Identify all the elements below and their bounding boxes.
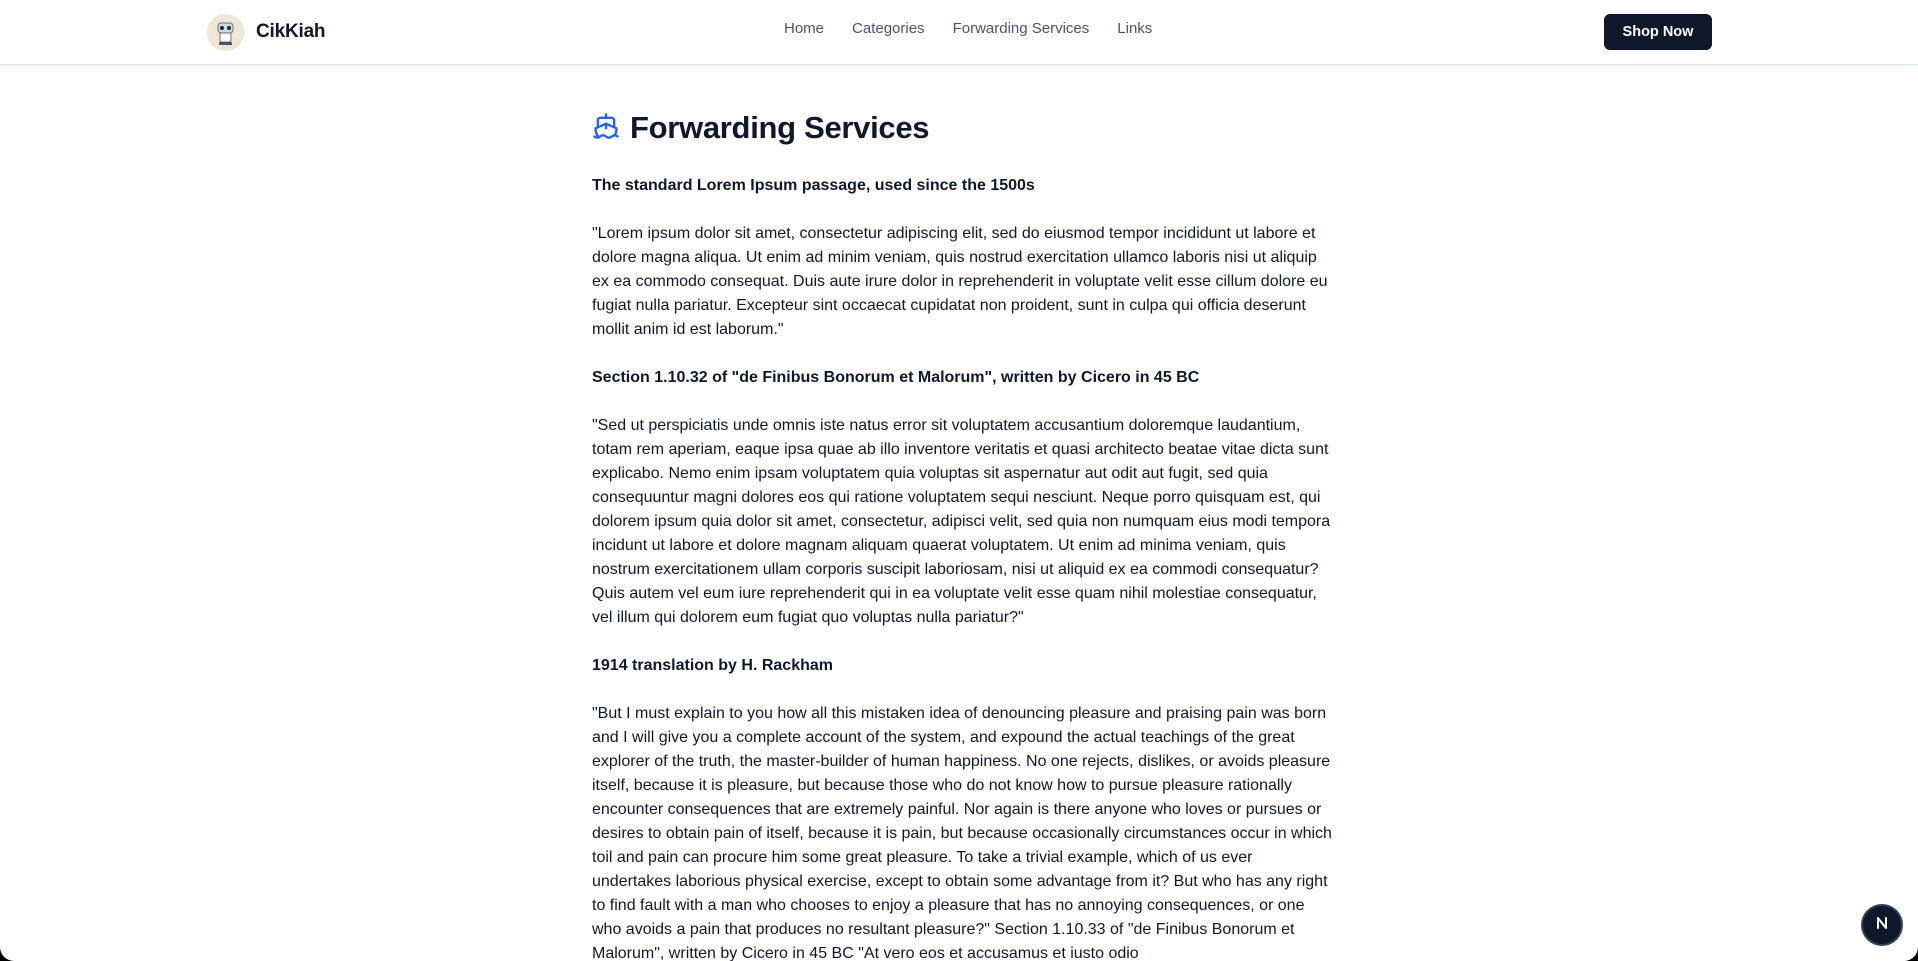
nav-item-home[interactable]: Home bbox=[784, 20, 825, 37]
nav-item-categories[interactable]: Categories bbox=[852, 20, 925, 37]
section-body: "Sed ut perspiciatis unde omnis iste natus error sit voluptatem accusantium doloremque laudantium, totam rem aperiam, eaque ipsa quae ab illo inventore veritatis et quasi architecto beatae vitae dicta sunt explicabo. Nemo enim ipsam voluptatem quia voluptas sit aspernatur aut odit aut fugit, sed quia consequuntur magni dolores eos qui ratione voluptatem sequi nesciunt. Neque porro quisquam est, qui dolorem ipsum quia dolor sit amet, consectetur, adipisci velit, sed quia non numquam eius modi tempora incidunt ut labore et dolore magnam aliquam quaerat voluptatem. Ut enim ad minima veniam, quis nostrum exercitationem ullam corporis suscipit laboriosam, nisi ut aliquid ex ea commodi consequatur? Quis autem vel eum iure reprehenderit qui in ea voluptate velit esse quam nihil molestiae consequatur, vel illum qui dolorem eum fugiat quo voluptas nulla pariatur?" bbox=[592, 417, 1331, 626]
nextjs-dev-button[interactable] bbox=[1863, 906, 1901, 944]
top-navbar bbox=[0, 0, 1918, 65]
page-title: Forwarding Services bbox=[630, 110, 930, 145]
nav-item-links[interactable]: Links bbox=[1117, 20, 1153, 37]
mascot-logo-icon bbox=[207, 14, 244, 51]
section-body: "But I must explain to you how all this mistaken idea of denouncing pleasure and praising pain was born and I will give you a complete account of the system, and expound the actual teachings of the great explorer of the truth, the master-builder of human happiness. No one rejects, dislikes, or avoids pleasure itself, because it is pleasure, but because those who do not know how to pursue pleasure rationally encounter consequences that are extremely painful. Nor again is there anyone who loves or pursues or desires to obtain pain of itself, because it is pain, but because occasionally circumstances occur in which toil and pain can procure him some great pleasure. To take a trivial example, which of us ever undertakes laborious physical exercise, except to obtain some advantage from it? But who has any right to find fault with a man who chooses to enjoy a pleasure that has no annoying consequences, or one who avoids a pain that produces no resultant pleasure?" Section 1.10.33 of "de Finibus Bonorum et Malorum", written by Cicero in 45 BC "At vero eos et accusamus et iusto odio bbox=[592, 705, 1332, 961]
main-content bbox=[592, 110, 1334, 961]
main-nav bbox=[784, 20, 1152, 37]
nav-item-forwarding-services[interactable]: Forwarding Services bbox=[952, 20, 1090, 37]
section-heading: The standard Lorem Ipsum passage, used since the 1500s bbox=[592, 177, 1035, 194]
section-heading: Section 1.10.32 of "de Finibus Bonorum et Malorum", written by Cicero in 45 BC bbox=[592, 369, 1200, 386]
brand-name: CikKiah bbox=[256, 21, 326, 42]
brand-link[interactable] bbox=[207, 13, 325, 51]
section-body: "Lorem ipsum dolor sit amet, consectetur adipiscing elit, sed do eiusmod tempor incididunt ut labore et dolore magna aliqua. Ut enim ad minim veniam, quis nostrud exercitation ullamco laboris nisi ut aliquip ex ea commodo consequat. Duis aute irure dolor in reprehenderit in voluptate velit esse cillum dolore eu fugiat nulla pariatur. Excepteur sint occaecat cupidatat non proident, sunt in culpa qui officia deserunt mollit anim id est laborum." bbox=[592, 225, 1328, 338]
shop-now-button[interactable]: Shop Now bbox=[1604, 14, 1712, 50]
nextjs-logo-icon bbox=[1872, 913, 1892, 938]
ship-icon bbox=[592, 112, 620, 145]
page-title-row bbox=[592, 110, 1334, 146]
section-heading: 1914 translation by H. Rackham bbox=[592, 657, 833, 674]
